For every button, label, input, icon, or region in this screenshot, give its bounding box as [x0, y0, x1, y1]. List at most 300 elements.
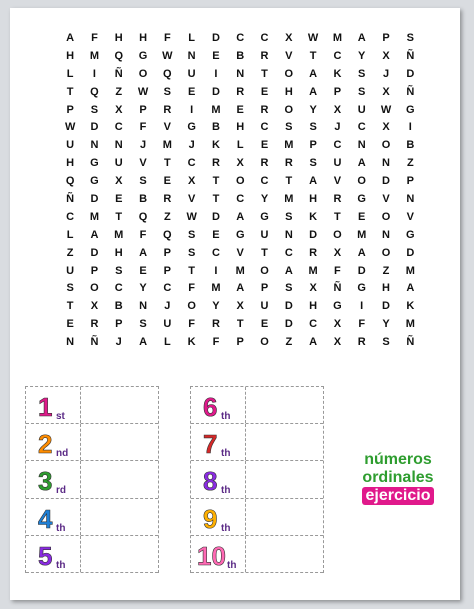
grid-letter[interactable]: R [284, 157, 293, 170]
ordinal-suffix: th [56, 559, 66, 571]
grid-letter[interactable]: E [260, 318, 269, 331]
grid-letter[interactable]: T [285, 175, 293, 188]
grid-letter[interactable]: C [260, 175, 269, 188]
grid-letter[interactable]: W [380, 103, 392, 116]
grid-letter[interactable]: L [163, 336, 171, 349]
grid-letter[interactable]: E [236, 103, 244, 116]
grid-letter[interactable]: X [333, 318, 342, 331]
grid-letter[interactable]: X [90, 300, 99, 313]
grid-letter[interactable]: M [89, 210, 100, 223]
grid-letter[interactable]: Q [138, 210, 148, 223]
grid-letter[interactable]: R [211, 318, 220, 331]
grid-letter[interactable]: Q [65, 175, 75, 188]
grid-letter[interactable]: P [139, 103, 147, 116]
grid-letter[interactable]: E [212, 228, 220, 241]
grid-letter[interactable]: O [235, 175, 245, 188]
grid-letter[interactable]: H [382, 282, 390, 295]
grid-letter[interactable]: O [138, 67, 148, 80]
grid-letter[interactable]: D [406, 67, 415, 80]
grid-letter[interactable]: B [406, 139, 415, 152]
grid-letter[interactable]: S [139, 318, 147, 331]
ordinal-number: 3 [38, 466, 53, 497]
grid-letter[interactable]: K [333, 67, 342, 80]
grid-letter[interactable]: V [187, 193, 196, 206]
grid-letter[interactable]: Z [115, 85, 123, 98]
ordinal-suffix: th [227, 559, 237, 571]
grid-letter[interactable]: D [284, 318, 293, 331]
grid-letter[interactable]: C [309, 318, 318, 331]
grid-letter[interactable]: N [382, 157, 390, 170]
grid-letter[interactable]: Q [114, 49, 124, 62]
answer-blank[interactable] [81, 499, 158, 535]
grid-letter[interactable]: X [333, 103, 342, 116]
grid-letter[interactable]: U [66, 139, 75, 152]
grid-letter[interactable]: C [114, 121, 123, 134]
grid-letter[interactable]: D [90, 246, 99, 259]
grid-letter[interactable]: D [309, 228, 318, 241]
grid-letter[interactable]: M [284, 139, 294, 152]
grid-letter[interactable]: Z [66, 246, 74, 259]
grid-letter[interactable]: A [66, 32, 75, 44]
grid-letter[interactable]: S [382, 336, 390, 349]
grid-letter[interactable]: H [114, 246, 123, 259]
grid-letter[interactable]: F [358, 318, 366, 331]
grid-letter[interactable]: O [284, 103, 294, 116]
grid-letter[interactable]: L [236, 139, 244, 152]
grid-letter[interactable]: F [212, 336, 220, 349]
grid-letter[interactable]: Ñ [406, 85, 415, 98]
grid-letter[interactable]: E [358, 210, 366, 223]
grid-letter[interactable]: H [236, 121, 245, 134]
grid-letter[interactable]: O [260, 264, 269, 277]
grid-letter[interactable]: X [333, 246, 342, 259]
ordinal-number: 1 [38, 392, 53, 423]
grid-letter[interactable]: H [114, 32, 123, 44]
answer-blank[interactable] [246, 424, 323, 460]
answer-blank[interactable] [246, 536, 323, 572]
grid-letter[interactable]: M [357, 228, 367, 241]
grid-letter[interactable]: B [114, 300, 123, 313]
grid-letter[interactable]: D [382, 175, 390, 188]
grid-letter[interactable]: R [163, 103, 172, 116]
grid-letter[interactable]: A [236, 210, 245, 223]
grid-letter[interactable]: P [260, 282, 269, 295]
grid-letter[interactable]: P [90, 264, 99, 277]
answer-blank[interactable] [81, 424, 158, 460]
grid-letter[interactable]: Y [139, 282, 147, 295]
grid-letter[interactable]: E [163, 175, 171, 188]
grid-letter[interactable]: O [90, 282, 99, 295]
grid-letter[interactable]: A [284, 264, 293, 277]
grid-letter[interactable]: X [309, 282, 317, 295]
grid-letter[interactable]: O [357, 175, 366, 188]
grid-letter[interactable]: O [187, 300, 196, 313]
grid-letter[interactable]: C [260, 121, 269, 134]
grid-letter[interactable]: D [211, 210, 220, 223]
grid-letter[interactable]: F [334, 264, 341, 277]
grid-letter[interactable]: G [333, 300, 342, 313]
grid-letter[interactable]: M [284, 193, 294, 206]
grid-letter[interactable]: F [188, 282, 195, 295]
grid-letter[interactable]: A [309, 85, 318, 98]
grid-letter[interactable]: Ñ [406, 49, 415, 62]
answer-row [26, 461, 158, 498]
grid-letter[interactable]: P [115, 318, 123, 331]
grid-letter[interactable]: F [139, 228, 147, 241]
grid-letter[interactable]: K [309, 210, 318, 223]
grid-letter[interactable]: A [357, 157, 366, 170]
grid-letter[interactable]: E [115, 193, 123, 206]
grid-letter[interactable]: G [260, 210, 269, 223]
grid-letter[interactable]: R [211, 157, 220, 170]
grid-letter[interactable]: A [309, 336, 318, 349]
grid-letter[interactable]: N [90, 139, 99, 152]
grid-letter[interactable]: O [381, 139, 391, 152]
grid-letter[interactable]: X [236, 157, 244, 170]
grid-letter[interactable]: V [236, 246, 244, 259]
grid-letter[interactable]: S [163, 85, 171, 98]
grid-letter[interactable]: F [91, 32, 98, 44]
grid-letter[interactable]: T [334, 210, 341, 223]
grid-letter[interactable]: B [139, 193, 148, 206]
grid-letter[interactable]: C [114, 282, 123, 295]
grid-letter[interactable]: T [212, 175, 220, 188]
grid-letter[interactable]: A [139, 336, 148, 349]
grid-letter[interactable]: G [90, 175, 99, 188]
grid-letter[interactable]: V [139, 157, 147, 170]
answer-blank[interactable] [246, 461, 323, 497]
grid-letter[interactable]: J [115, 336, 122, 349]
grid-letter[interactable]: S [406, 32, 414, 44]
grid-letter[interactable]: Ñ [90, 336, 99, 349]
ordinal-number: 5 [38, 540, 53, 571]
grid-letter[interactable]: L [66, 228, 74, 241]
grid-letter[interactable]: A [406, 282, 415, 295]
grid-letter[interactable]: R [309, 246, 318, 259]
grid-letter[interactable]: Q [90, 85, 99, 98]
grid-letter[interactable]: H [66, 157, 75, 170]
grid-letter[interactable]: C [211, 246, 220, 259]
ordinal-2nd-picture [28, 425, 78, 459]
grid-letter[interactable]: V [285, 49, 293, 62]
ordinal-1st-picture [28, 388, 78, 422]
grid-letter[interactable]: X [115, 175, 123, 188]
grid-letter[interactable]: D [406, 246, 415, 259]
grid-letter[interactable]: D [211, 32, 220, 44]
answer-row [191, 424, 323, 461]
grid-letter[interactable]: T [115, 210, 123, 223]
grid-letter[interactable]: D [382, 300, 390, 313]
grid-letter[interactable]: S [187, 246, 196, 259]
grid-letter[interactable]: Ñ [114, 67, 123, 80]
grid-letter[interactable]: Y [212, 300, 220, 313]
grid-letter[interactable]: U [357, 103, 366, 116]
grid-letter[interactable]: Z [382, 264, 390, 277]
grid-letter[interactable]: V [406, 210, 414, 223]
grid-letter[interactable]: S [309, 121, 317, 134]
grid-letter[interactable]: N [406, 193, 415, 206]
grid-letter[interactable]: G [357, 282, 366, 295]
grid-letter[interactable]: S [309, 157, 317, 170]
grid-letter[interactable]: J [164, 300, 171, 313]
grid-letter[interactable]: Z [406, 157, 414, 170]
grid-letter[interactable]: I [214, 264, 218, 277]
grid-letter[interactable]: C [187, 157, 196, 170]
grid-letter[interactable]: T [236, 318, 244, 331]
answer-row [26, 536, 158, 573]
grid-letter[interactable]: O [284, 67, 294, 80]
grid-letter[interactable]: T [66, 300, 74, 313]
grid-letter[interactable]: D [357, 264, 366, 277]
grid-letter[interactable]: L [188, 32, 195, 44]
grid-letter[interactable]: A [309, 67, 318, 80]
grid-letter[interactable]: P [333, 85, 342, 98]
grid-letter[interactable]: G [187, 121, 196, 134]
grid-letter[interactable]: X [187, 175, 196, 188]
grid-letter[interactable]: T [163, 157, 171, 170]
grid-letter[interactable]: R [236, 85, 245, 98]
grid-letter[interactable]: C [163, 282, 172, 295]
answer-blank[interactable] [246, 387, 323, 423]
grid-letter[interactable]: H [284, 85, 293, 98]
grid-letter[interactable]: X [382, 85, 390, 98]
grid-letter[interactable]: B [211, 121, 220, 134]
grid-letter[interactable]: M [211, 103, 221, 116]
grid-letter[interactable]: B [236, 49, 245, 62]
grid-letter[interactable]: I [408, 121, 412, 134]
grid-letter[interactable]: E [139, 264, 147, 277]
grid-letter[interactable]: D [90, 193, 99, 206]
grid-letter[interactable]: O [260, 336, 269, 349]
grid-letter[interactable]: T [212, 193, 220, 206]
answer-blank[interactable] [81, 536, 158, 572]
grid-letter[interactable]: N [284, 228, 293, 241]
grid-letter[interactable]: N [236, 67, 245, 80]
grid-letter[interactable]: E [66, 318, 74, 331]
grid-letter[interactable]: U [187, 67, 196, 80]
grid-letter[interactable]: Ñ [333, 282, 342, 295]
grid-letter[interactable]: M [235, 264, 245, 277]
grid-letter[interactable]: J [334, 121, 341, 134]
grid-letter[interactable]: N [66, 336, 75, 349]
grid-letter[interactable]: Y [382, 318, 390, 331]
grid-letter[interactable]: S [358, 67, 366, 80]
grid-letter[interactable]: J [382, 67, 390, 80]
grid-letter[interactable]: Z [285, 336, 293, 349]
grid-letter[interactable]: F [163, 32, 171, 44]
grid-letter[interactable]: N [357, 139, 366, 152]
grid-letter[interactable]: S [139, 175, 147, 188]
grid-letter[interactable]: C [66, 210, 75, 223]
grid-letter[interactable]: C [284, 246, 293, 259]
grid-letter[interactable]: M [89, 49, 100, 62]
grid-letter[interactable]: P [163, 264, 171, 277]
grid-letter[interactable]: T [66, 85, 74, 98]
grid-letter[interactable]: E [212, 49, 220, 62]
grid-letter[interactable]: P [309, 139, 317, 152]
grid-letter[interactable]: O [381, 246, 391, 259]
grid-letter[interactable]: D [211, 85, 220, 98]
grid-letter[interactable]: X [333, 336, 342, 349]
grid-letter[interactable]: S [285, 121, 293, 134]
ordinal-suffix: th [56, 522, 66, 534]
grid-letter[interactable]: U [66, 264, 75, 277]
grid-letter[interactable]: K [187, 336, 196, 349]
grid-letter[interactable]: A [139, 246, 148, 259]
grid-letter[interactable]: S [358, 85, 366, 98]
grid-letter[interactable]: T [261, 246, 268, 259]
grid-letter[interactable]: N [187, 49, 196, 62]
grid-letter[interactable]: U [260, 228, 269, 241]
ordinal-picture-cell [191, 424, 246, 460]
ordinal-suffix: th [221, 448, 231, 460]
grid-letter[interactable]: W [137, 85, 149, 98]
grid-letter[interactable]: M [405, 264, 415, 277]
grid-letter[interactable]: Ñ [406, 336, 415, 349]
grid-letter[interactable]: T [261, 67, 268, 80]
grid-letter[interactable]: M [162, 139, 172, 152]
grid-letter[interactable]: M [332, 32, 342, 44]
grid-letter[interactable]: C [236, 32, 245, 44]
grid-letter[interactable]: P [163, 246, 171, 259]
grid-letter[interactable]: M [308, 264, 318, 277]
grid-letter[interactable]: L [66, 67, 74, 80]
grid-letter[interactable]: X [115, 103, 123, 116]
ordinal-number: 7 [203, 429, 218, 460]
grid-letter[interactable]: X [236, 300, 244, 313]
ordinal-picture-cell [191, 387, 246, 423]
grid-letter[interactable]: P [236, 336, 244, 349]
grid-letter[interactable]: V [163, 121, 171, 134]
grid-letter[interactable]: F [188, 318, 195, 331]
grid-letter[interactable]: U [114, 157, 123, 170]
grid-letter[interactable]: G [357, 193, 366, 206]
ordinal-picture-cell [26, 536, 81, 572]
grid-letter[interactable]: R [90, 318, 99, 331]
grid-letter[interactable]: N [114, 139, 123, 152]
grid-letter[interactable]: G [138, 49, 148, 62]
grid-letter[interactable]: Y [309, 103, 317, 116]
grid-letter[interactable]: R [357, 336, 366, 349]
grid-letter[interactable]: E [260, 139, 269, 152]
ordinal-7th-picture [193, 425, 243, 459]
grid-letter[interactable]: W [186, 210, 197, 223]
grid-letter[interactable]: H [139, 32, 148, 44]
grid-letter[interactable]: N [139, 300, 148, 313]
grid-letter[interactable]: D [284, 300, 293, 313]
grid-letter[interactable]: W [162, 49, 173, 62]
answer-row [26, 387, 158, 424]
grid-letter[interactable]: U [333, 157, 342, 170]
grid-letter[interactable]: I [92, 67, 96, 80]
grid-letter[interactable]: Q [163, 228, 172, 241]
grid-letter[interactable]: A [236, 282, 245, 295]
grid-letter[interactable]: H [309, 193, 318, 206]
grid-letter[interactable]: G [90, 157, 99, 170]
grid-letter[interactable]: S [66, 282, 74, 295]
grid-letter[interactable]: G [235, 228, 245, 241]
grid-letter[interactable]: H [309, 300, 318, 313]
answer-blank[interactable] [81, 461, 158, 497]
grid-letter[interactable]: E [260, 85, 269, 98]
grid-letter[interactable]: Z [163, 210, 171, 223]
grid-letter[interactable]: C [260, 32, 269, 44]
answer-blank[interactable] [81, 387, 158, 423]
grid-letter[interactable]: R [260, 103, 269, 116]
grid-letter[interactable]: Y [260, 193, 269, 206]
grid-letter[interactable]: Ñ [66, 193, 75, 206]
grid-letter[interactable]: V [333, 175, 342, 188]
grid-letter[interactable]: S [285, 210, 293, 223]
grid-letter[interactable]: J [139, 139, 147, 152]
grid-letter[interactable]: I [360, 300, 364, 313]
grid-letter[interactable]: X [382, 121, 390, 134]
grid-letter[interactable]: A [90, 228, 99, 241]
grid-letter[interactable]: U [260, 300, 269, 313]
grid-letter[interactable]: G [406, 228, 415, 241]
grid-letter[interactable]: M [211, 282, 221, 295]
grid-letter[interactable]: N [382, 228, 390, 241]
grid-letter[interactable]: P [382, 32, 390, 44]
grid-letter[interactable]: O [381, 210, 391, 223]
grid-letter[interactable]: A [357, 246, 366, 259]
grid-letter[interactable]: M [405, 318, 415, 331]
ordinal-suffix: th [221, 522, 231, 534]
grid-letter[interactable]: F [139, 121, 147, 134]
grid-letter[interactable]: C [357, 121, 366, 134]
grid-letter[interactable]: X [285, 32, 293, 44]
grid-letter[interactable]: S [90, 103, 99, 116]
grid-letter[interactable]: R [163, 193, 172, 206]
grid-letter[interactable]: W [64, 121, 76, 134]
grid-letter[interactable]: X [382, 49, 390, 62]
grid-letter[interactable]: P [66, 103, 74, 116]
grid-letter[interactable]: R [333, 193, 342, 206]
grid-letter[interactable]: V [382, 193, 390, 206]
grid-letter[interactable]: S [115, 264, 123, 277]
grid-letter[interactable]: E [187, 85, 196, 98]
grid-letter[interactable]: D [90, 121, 99, 134]
grid-letter[interactable]: H [66, 49, 75, 62]
grid-letter[interactable]: R [260, 49, 269, 62]
grid-letter[interactable]: A [357, 32, 366, 44]
grid-letter[interactable]: T [309, 49, 317, 62]
grid-letter[interactable]: P [406, 175, 414, 188]
answer-blank[interactable] [246, 499, 323, 535]
grid-letter[interactable]: S [187, 228, 196, 241]
grid-letter[interactable]: W [307, 32, 319, 44]
grid-letter[interactable]: J [188, 139, 195, 152]
grid-letter[interactable]: M [114, 228, 124, 241]
grid-letter[interactable]: U [163, 318, 172, 331]
grid-letter[interactable]: O [333, 228, 342, 241]
grid-letter[interactable]: A [309, 175, 318, 188]
grid-letter[interactable]: I [190, 103, 194, 116]
grid-letter[interactable]: Q [163, 67, 172, 80]
grid-letter[interactable]: C [236, 193, 245, 206]
grid-letter[interactable]: C [333, 139, 342, 152]
grid-letter[interactable]: K [211, 139, 220, 152]
grid-letter[interactable]: S [285, 282, 293, 295]
grid-letter[interactable]: T [188, 264, 195, 277]
ordinal-3rd-picture [28, 462, 78, 496]
grid-letter[interactable]: R [260, 157, 269, 170]
grid-letter[interactable]: G [406, 103, 415, 116]
grid-letter[interactable]: I [214, 67, 218, 80]
grid-letter[interactable]: Y [358, 49, 366, 62]
grid-letter[interactable]: K [406, 300, 415, 313]
grid-letter[interactable]: C [333, 49, 342, 62]
